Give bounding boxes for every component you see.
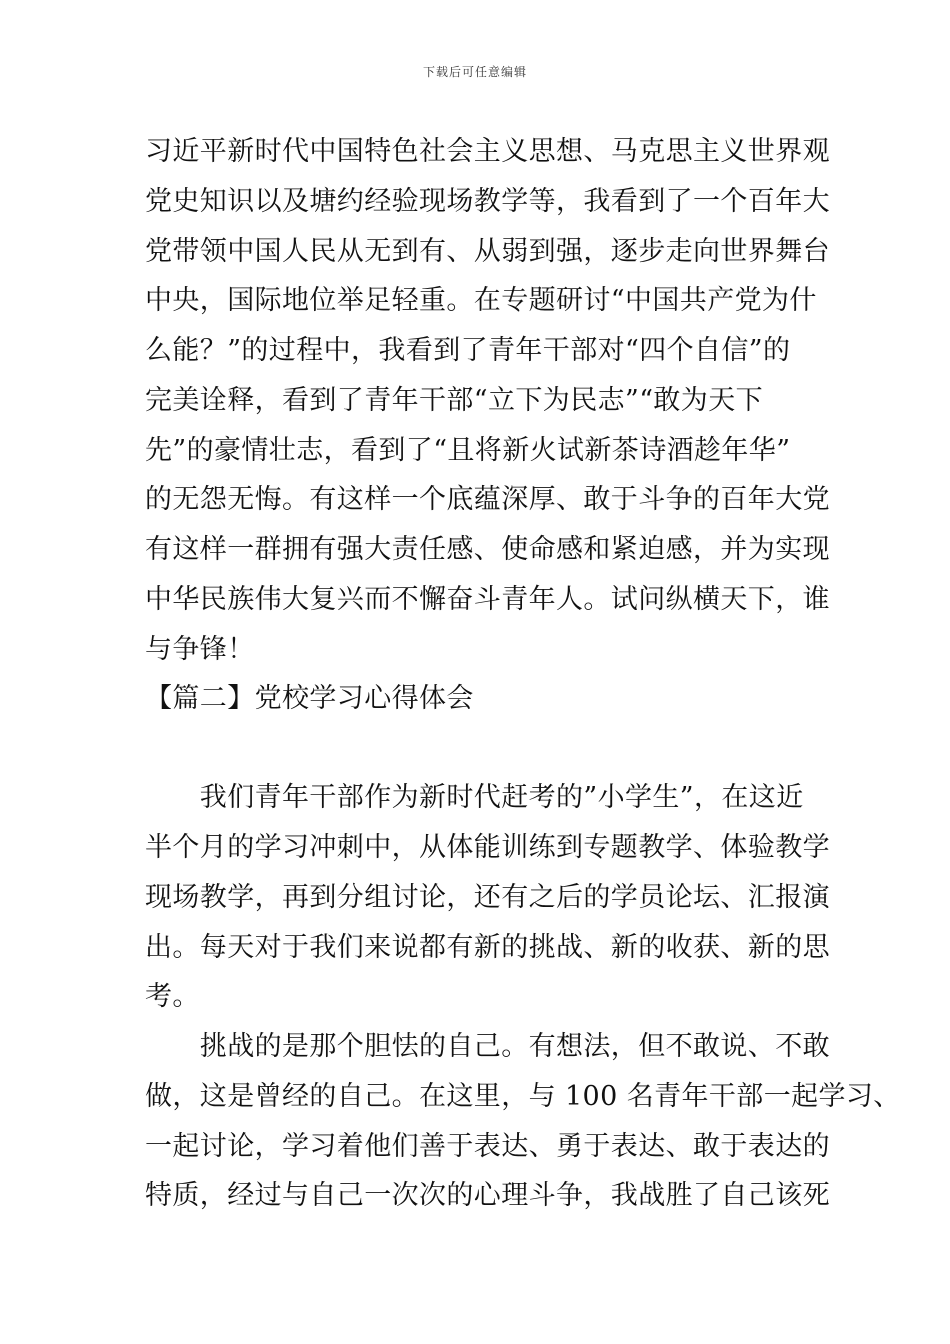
paragraph-3-line: 做，这是曾经的自己。在这里，与 100 名青年干部一起学习、 xyxy=(145,1081,901,1112)
paragraph-1-line: 有这样一群拥有强大责任感、使命感和紧迫感，并为实现 xyxy=(145,534,830,565)
paragraph-2-line: 我们青年干部作为新时代赶考的”小学生”，在这近 xyxy=(145,782,804,813)
paragraph-2-line: 考。 xyxy=(145,981,200,1012)
paragraph-1-line: 党史知识以及塘约经验现场教学等，我看到了一个百年大 xyxy=(145,186,830,217)
paragraph-2-line: 半个月的学习冲刺中，从体能训练到专题教学、体验教学 xyxy=(145,832,830,863)
paragraph-1-line: 完美诠释，看到了青年干部“立下为民志”“敢为天下 xyxy=(145,385,764,416)
paragraph-3-line: 特质，经过与自己一次次的心理斗争，我战胜了自己该死 xyxy=(145,1180,830,1211)
paragraph-1-line: 么能？”的过程中，我看到了青年干部对“四个自信”的 xyxy=(145,335,791,366)
paragraph-1-line: 的无怨无悔。有这样一个底蕴深厚、敢于斗争的百年大党 xyxy=(145,484,830,515)
paragraph-2-line: 出。每天对于我们来说都有新的挑战、新的收获、新的思 xyxy=(145,932,830,963)
paragraph-1-line: 中央，国际地位举足轻重。在专题研讨“中国共产党为什 xyxy=(145,285,817,316)
paragraph-1-line: 先”的豪情壮志，看到了“且将新火试新茶诗酒趁年华” xyxy=(145,435,791,466)
section-title: 【篇二】党校学习心得体会 xyxy=(145,683,474,714)
paragraph-2-line: 现场教学，再到分组讨论，还有之后的学员论坛、汇报演 xyxy=(145,882,830,913)
paragraph-1-line: 党带领中国人民从无到有、从弱到强，逐步走向世界舞台 xyxy=(145,236,830,267)
paragraph-3-line: 一起讨论，学习着他们善于表达、勇于表达、敢于表达的 xyxy=(145,1131,830,1162)
paragraph-1-line: 中华民族伟大复兴而不懈奋斗青年人。试问纵横天下，谁 xyxy=(145,584,830,615)
paragraph-1-line: 习近平新时代中国特色社会主义思想、马克思主义世界观 xyxy=(145,136,830,167)
paragraph-1-line: 与争锋！ xyxy=(145,634,255,665)
paragraph-3-line: 挑战的是那个胆怯的自己。有想法，但不敢说、不敢 xyxy=(145,1031,830,1062)
page-header: 下载后可任意编辑 xyxy=(422,65,527,79)
